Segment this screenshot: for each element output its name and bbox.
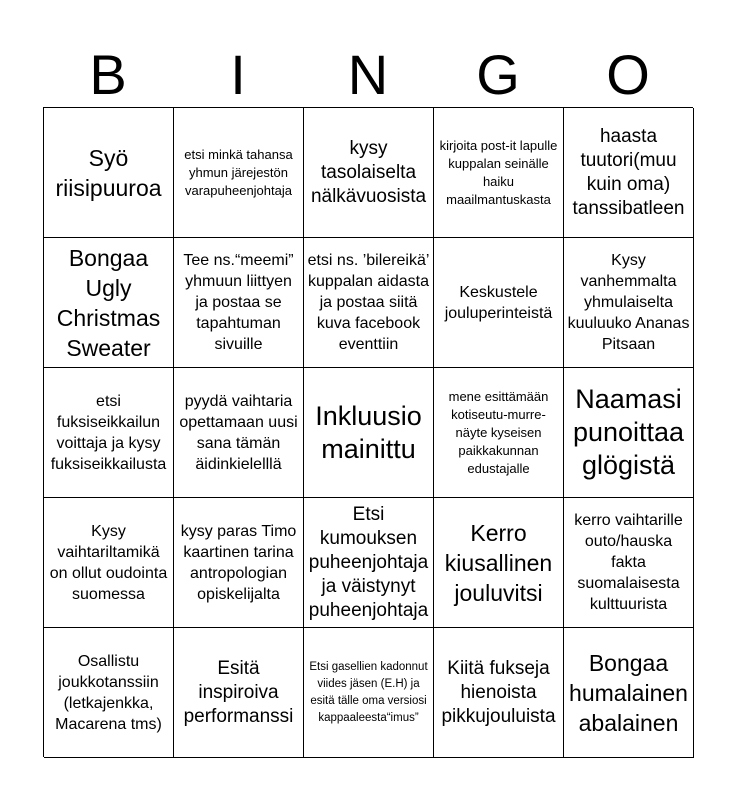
cell-text: kerro vaihtarille outo/hauska fakta suomalaisesta kulttuurista	[574, 512, 683, 613]
bingo-cell[interactable]	[174, 368, 304, 498]
cell-text: kysy tasolaiselta nälkävuosista	[310, 137, 427, 207]
bingo-cell[interactable]	[564, 498, 694, 628]
bingo-cell[interactable]	[174, 108, 304, 238]
cell-text: Esitä inspiroiva performanssi	[183, 657, 294, 727]
cell-text: Kiitä fukseja hienoista pikkujouluista	[441, 657, 556, 727]
bingo-cell[interactable]	[174, 498, 304, 628]
bingo-cell[interactable]	[434, 628, 564, 758]
header-letter-i: I	[230, 43, 246, 106]
cell-text: Bongaa Ugly Christmas Sweater	[56, 244, 161, 361]
cell-text: etsi minkä tahansa yhmun järejestön varapuheenjohtaja	[184, 146, 293, 198]
bingo-cell[interactable]	[564, 368, 694, 498]
cell-text: Bongaa humalainen abalainen	[569, 649, 688, 736]
cell-text: etsi fuksiseikkailun voittaja ja kysy fuksiseikkailusta	[50, 392, 167, 473]
bingo-cell[interactable]	[44, 368, 174, 498]
cell-text: Kysy vaihtariltamikä on ollut oudointa suomessa	[49, 522, 168, 603]
cell-text: kirjoita post-it lapulle kuppalan seinälle haiku maailmantuskasta	[439, 137, 558, 207]
header-letter-n: N	[347, 43, 389, 106]
bingo-cell[interactable]	[304, 238, 434, 368]
cell-text: Keskustele jouluperinteistä	[444, 283, 553, 322]
bingo-cell[interactable]	[174, 238, 304, 368]
cell-text: etsi ns. ’bilereikä’ kuppalan aidasta ja postaa siitä kuva facebook eventtiin	[307, 252, 430, 353]
bingo-cell[interactable]	[564, 628, 694, 758]
bingo-cell[interactable]	[304, 498, 434, 628]
bingo-cell[interactable]	[434, 498, 564, 628]
bingo-cell[interactable]	[564, 108, 694, 238]
cell-text: mene esittämään kotiseutu-murre-näyte kyseisen paikkakunnan edustajalle	[448, 388, 549, 476]
header-letter-o: O	[606, 43, 650, 106]
bingo-cell[interactable]	[434, 238, 564, 368]
cell-text: Tee ns.“meemi” yhmuun liittyen ja postaa se tapahtuman sivuille	[183, 252, 294, 353]
cell-text: kysy paras Timo kaartinen tarina antropologian opiskelijalta	[180, 522, 297, 603]
bingo-cell[interactable]	[44, 108, 174, 238]
cell-text: Osallistu joukkotanssiin (letkajenkka, Macarena tms)	[55, 652, 162, 733]
cell-text: Etsi gasellien kadonnut viides jäsen (E.H) ja esitä tälle oma versiosi kappaaleesta“imus”	[309, 660, 428, 724]
cell-text: haasta tuutori(muu kuin oma) tanssibatleen	[572, 125, 685, 219]
header-letter-b: B	[89, 43, 127, 106]
bingo-cell[interactable]	[434, 368, 564, 498]
bingo-cell[interactable]	[304, 368, 434, 498]
cell-text: Inkluusio mainittu	[315, 400, 422, 464]
bingo-header	[43, 44, 693, 106]
bingo-cell[interactable]	[174, 628, 304, 758]
cell-text: pyydä vaihtaria opettamaan uusi sana tämän äidinkielelllä	[179, 392, 298, 473]
bingo-cell[interactable]	[434, 108, 564, 238]
bingo-grid	[43, 107, 693, 757]
cell-text: Etsi kumouksen puheenjohtaja ja väistynyt puheenjohtaja	[308, 503, 429, 621]
bingo-cell[interactable]	[44, 238, 174, 368]
bingo-cell[interactable]	[44, 498, 174, 628]
cell-text: Naamasi punoittaa glögistä	[572, 384, 685, 480]
cell-text: Kerro kiusallinen jouluvitsi	[444, 519, 553, 606]
bingo-cell[interactable]	[44, 628, 174, 758]
bingo-cell[interactable]	[564, 238, 694, 368]
bingo-cell[interactable]	[304, 108, 434, 238]
cell-text: Syö riisipuuroa	[55, 144, 162, 201]
cell-text: Kysy vanhemmalta yhmulaiselta kuuluuko Ananas Pitsaan	[567, 252, 690, 353]
bingo-cell[interactable]	[304, 628, 434, 758]
header-letter-g: G	[476, 43, 520, 106]
